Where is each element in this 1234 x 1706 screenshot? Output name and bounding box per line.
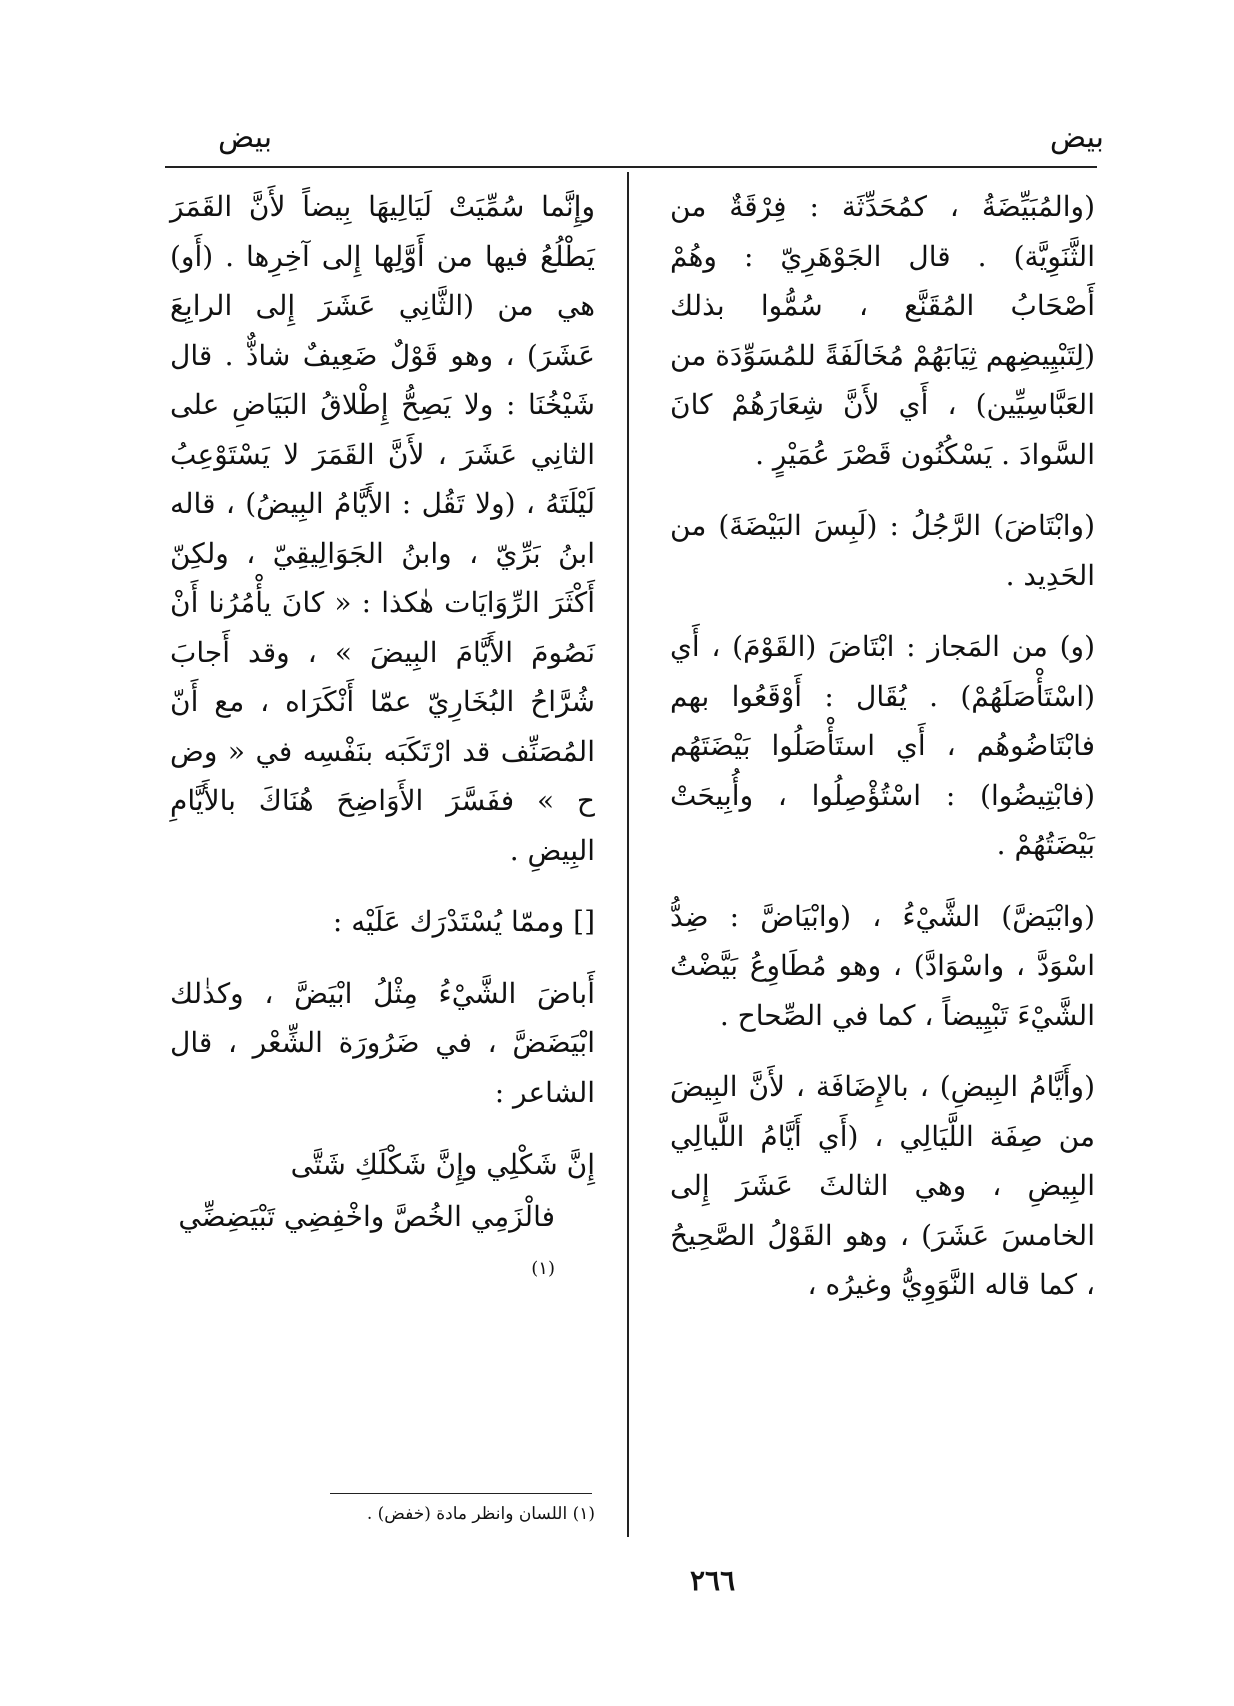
- entry-mubayyida: (والمُبَيِّضَةُ ، كمُحَدِّثَة : فِرْقَةٌ من الثَّنَوِيَّة) . قال الجَوْهَرِيّ : وهُمْ أَصْحَابُ المُقَنَّع ، سُمُّوا بذلك (لِتَبْيِيضِهم ثِيَابَهُمْ مُخَالَفَةً للمُسَوِّدَة من العَبَّاسِيِّين) ، أَي لأَنَّ شِعَارَهُمْ كانَ السَّوادَ . يَسْكُنُون قَصْرَ عُمَيْرٍ .: [670, 190, 1095, 471]
- verse-line-2: [170, 1191, 595, 1301]
- left-column: [170, 182, 595, 1301]
- right-column: [670, 182, 1095, 1332]
- footnote: (١) اللسان وانظر مادة (خفض) .: [366, 1504, 595, 1524]
- entry-abada: أَباضَ الشَّيْءُ مِثْلُ ابْيَضَّ ، وكذٰلك ابْيَضَضَّ ، في ضَرُورَة الشِّعْر ، قال الشاعر :: [170, 976, 595, 1109]
- entry-ayyam-bid: (وأَيَّامُ البِيضِ) ، بالإِضَافَة ، لأَنَّ البِيضَ من صِفَة اللَّيَالِي ، (أَي أَيَّامُ اللَّيالِي البِيضِ ، وهي الثالثَ عَشَرَ إِلى الخامسَ عَشَرَ) ، وهو القَوْلُ الصَّحِيحُ ، كما قاله النَّوَوِيُّ وغيرُه ،: [670, 1070, 1095, 1301]
- verse-line-2-text: فالْزَمِي الخُصَّ واخْفِضِي تَبْيَضِضِّي: [178, 1200, 555, 1233]
- page-number: ٢٦٦: [690, 1564, 736, 1597]
- header-rule: [165, 166, 1097, 168]
- entry-ibyadda: (وابْيَضَّ) الشَّيْءُ ، (وابْيَاضَّ : ضِدُّ اسْوَدَّ ، واسْوَادَّ) ، وهو مُطَاوِعُ بَيَّضْتُ الشَّيْءَ تَبْيِيضاً ، كما في الصِّحاح .: [670, 899, 1095, 1032]
- entry-ibtada-rajul: (وابْتَاضَ) الرَّجُلُ : (لَبِسَ البَيْضَةَ) من الحَدِيد .: [670, 509, 1095, 592]
- addendum-heading: [] وممّا يُسْتَدْرَك عَلَيْه :: [332, 905, 595, 938]
- header-word-left: بيض: [218, 120, 273, 155]
- entry-continuation: وإِنَّما سُمِّيَتْ لَيَالِيهَا بِيضاً لأَنَّ القَمَرَ يَطْلُعُ فيها من أَوَّلِها إِلى آخِرِها . (أَو) هي من (الثَّانِي عَشَرَ إِلى الرابِعَ عَشَرَ) ، وهو قَوْلٌ ضَعِيفٌ شاذٌّ . قال شَيْخُنَا : ولا يَصِحُّ إِطْلاقُ البَيَاضِ على الثانِي عَشَرَ ، لأَنَّ القَمَرَ لا يَسْتَوْعِبُ لَيْلَتَهُ ، (ولا تَقُل : الأَيَّامُ البِيضُ) ، قاله ابنُ بَرِّيّ ، وابنُ الجَوَالِيقِيّ ، ولكِنّ أَكْثَرَ الرِّوَايَات هٰكذا : « كانَ يأْمُرُنا أَنْ نَصُومَ الأَيَّامَ البِيضَ » ، وقد أَجابَ شُرَّاحُ البُخَارِيّ عمّا أَنْكَرَاه ، مع أَنّ المُصَنِّف قد ارْتَكَبَه بنَفْسِه في « وض ح » ففَسَّرَ الأَوَاضِحَ هُنَاكَ بالأَيَّامِ البِيضِ .: [170, 190, 595, 867]
- entry-ibtada-qawm: (و) من المَجاز : ابْتَاضَ (القَوْمَ) ، أَي (اسْتَأْصَلَهُمْ) . يُقَال : أَوْقَعُوا بهم فابْتَاضُوهُم ، أَي استَأْصَلُوا بَيْضَتَهُم (فابْتِيضُوا) : اسْتُؤْصِلُوا ، وأُبِيحَتْ بَيْضَتُهُمْ .: [670, 630, 1095, 861]
- header-word-right: بيض: [1049, 120, 1104, 155]
- footnote-rule: [330, 1493, 592, 1494]
- column-divider: [627, 172, 629, 1537]
- footnote-marker: (١): [531, 1258, 555, 1279]
- verse-line-1: إِنَّ شَكْلِي وإِنَّ شَكْلَكِ شَتَّى: [290, 1148, 595, 1181]
